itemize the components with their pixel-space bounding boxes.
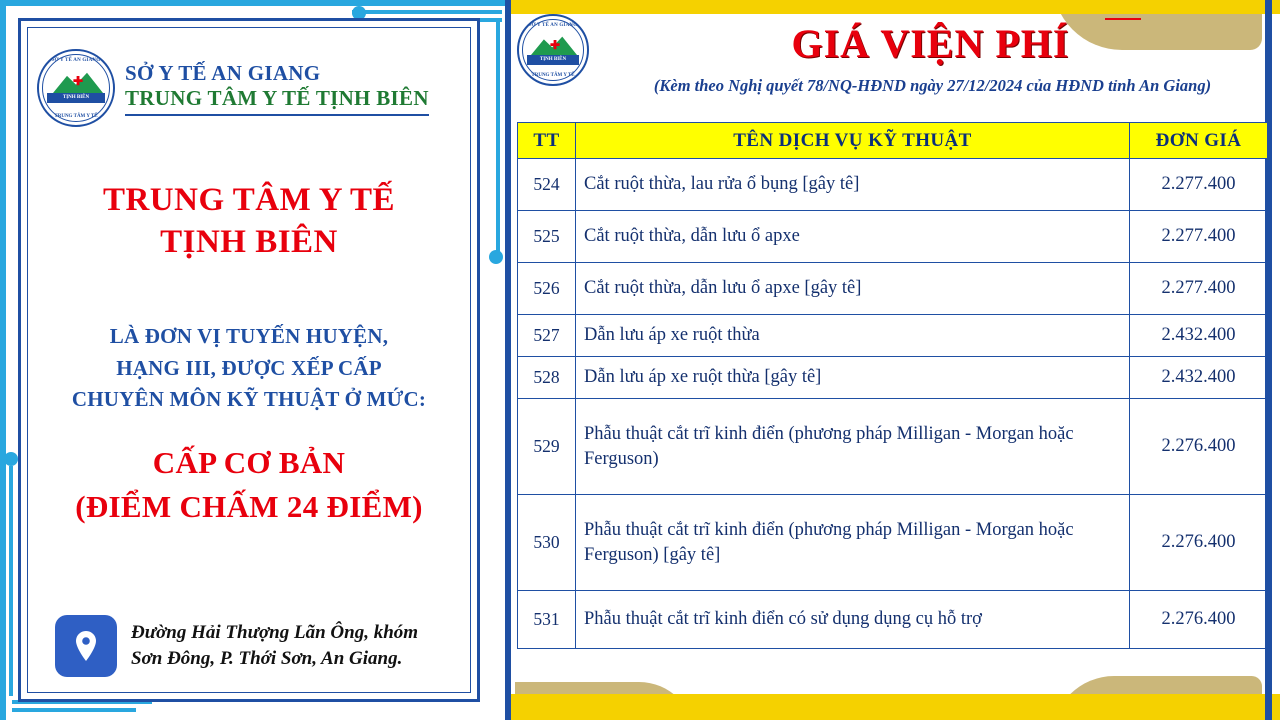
classification-line1: LÀ ĐƠN VỊ TUYẾN HUYỆN, bbox=[109, 324, 389, 348]
left-panel bbox=[0, 0, 505, 720]
row-number: 526 bbox=[518, 263, 576, 315]
left-info-card bbox=[18, 18, 480, 702]
location-pin-icon bbox=[55, 615, 117, 677]
table-row bbox=[518, 263, 1268, 315]
address-text bbox=[131, 620, 418, 671]
table-row bbox=[518, 399, 1268, 495]
row-price: 2.277.400 bbox=[1130, 159, 1268, 211]
row-price: 2.276.400 bbox=[1130, 495, 1268, 591]
row-service-name: Cắt ruột thừa, dẫn lưu ổ apxe [gây tê] bbox=[576, 263, 1130, 315]
row-price: 2.277.400 bbox=[1130, 263, 1268, 315]
row-number: 528 bbox=[518, 357, 576, 399]
table-row bbox=[518, 315, 1268, 357]
decor-stripe-top-1 bbox=[0, 0, 505, 6]
row-number: 530 bbox=[518, 495, 576, 591]
row-number: 524 bbox=[518, 159, 576, 211]
logo-right-cross-icon: ✚ bbox=[549, 38, 561, 52]
table-row bbox=[518, 159, 1268, 211]
row-number: 531 bbox=[518, 591, 576, 649]
table-row bbox=[518, 357, 1268, 399]
level-line1: CẤP CƠ BẢN bbox=[152, 445, 346, 480]
classification-text bbox=[35, 321, 463, 416]
organization-header bbox=[37, 49, 467, 127]
table-row bbox=[518, 211, 1268, 263]
decor-stripe-left-1 bbox=[0, 0, 6, 720]
row-service-name: Dẫn lưu áp xe ruột thừa [gây tê] bbox=[576, 357, 1130, 399]
organization-names bbox=[125, 61, 467, 116]
row-number: 527 bbox=[518, 315, 576, 357]
logo-right-top-text: SỞ Y TẾ AN GIANG bbox=[528, 23, 578, 28]
level-badge-text bbox=[35, 441, 463, 529]
column-header-tt: TT bbox=[518, 123, 576, 159]
logo-right-band-text: TỊNH BIÊN bbox=[527, 55, 579, 65]
table-row bbox=[518, 591, 1268, 649]
decor-band-top bbox=[510, 0, 1280, 14]
row-service-name: Phẫu thuật cắt trĩ kinh điển có sử dụng dụng cụ hỗ trợ bbox=[576, 591, 1130, 649]
address-block bbox=[55, 615, 455, 677]
row-price: 2.432.400 bbox=[1130, 315, 1268, 357]
decor-stripe-right-1 bbox=[496, 22, 500, 252]
document-subtitle: (Kèm theo Nghị quyết 78/NQ-HĐND ngày 27/12/2024 của HĐND tỉnh An Giang) bbox=[653, 76, 1212, 95]
decor-band-left bbox=[505, 0, 511, 720]
page-title bbox=[41, 179, 457, 263]
column-header-price: ĐƠN GIÁ bbox=[1130, 123, 1268, 159]
address-line2: Sơn Đông, P. Thới Sơn, An Giang. bbox=[131, 648, 403, 669]
classification-line3: CHUYÊN MÔN KỸ THUẬT Ở MỨC: bbox=[71, 387, 427, 411]
department-name: SỞ Y TẾ AN GIANG bbox=[125, 60, 321, 85]
row-price: 2.277.400 bbox=[1130, 211, 1268, 263]
decor-dot-right bbox=[489, 250, 503, 264]
row-price: 2.432.400 bbox=[1130, 357, 1268, 399]
decor-stripe-top-2 bbox=[352, 10, 502, 14]
page-title-line2: TỊNH BIÊN bbox=[160, 224, 338, 261]
price-table bbox=[517, 122, 1268, 649]
center-name: TRUNG TÂM Y TẾ TỊNH BIÊN bbox=[125, 86, 429, 116]
row-price: 2.276.400 bbox=[1130, 591, 1268, 649]
row-service-name: Dẫn lưu áp xe ruột thừa bbox=[576, 315, 1130, 357]
logo-bottom-text: TRUNG TÂM Y TẾ bbox=[54, 114, 98, 119]
decor-band-bottom bbox=[510, 694, 1280, 720]
decor-stripe-left-2 bbox=[9, 466, 13, 696]
location-pin-glyph bbox=[75, 631, 97, 661]
logo-top-text: SỞ Y TẾ AN GIANG bbox=[51, 58, 101, 63]
row-service-name: Cắt ruột thừa, dẫn lưu ổ apxe bbox=[576, 211, 1130, 263]
right-panel bbox=[505, 0, 1280, 720]
row-service-name: Phẫu thuật cắt trĩ kinh điển (phương pháp Milligan - Morgan hoặc Ferguson) bbox=[576, 399, 1130, 495]
level-line2: (ĐIỂM CHẤM 24 ĐIỂM) bbox=[75, 489, 423, 525]
logo-right-bottom-text: TRUNG TÂM Y TẾ bbox=[531, 73, 575, 78]
classification-line2: HẠNG III, ĐƯỢC XẾP CẤP bbox=[116, 355, 382, 380]
decor-stripe-bottom-2 bbox=[12, 708, 136, 712]
row-number: 525 bbox=[518, 211, 576, 263]
page-title-line1: TRUNG TÂM Y TẾ bbox=[102, 182, 396, 218]
column-header-service: TÊN DỊCH VỤ KỸ THUẬT bbox=[576, 123, 1130, 159]
health-center-logo-icon bbox=[37, 49, 115, 127]
logo-cross-icon: ✚ bbox=[72, 74, 84, 88]
health-center-logo-icon-right bbox=[517, 14, 589, 86]
logo-band-text: TỊNH BIÊN bbox=[47, 93, 105, 103]
row-service-name: Phẫu thuật cắt trĩ kinh điển (phương pháp Milligan - Morgan hoặc Ferguson) [gây tê] bbox=[576, 495, 1130, 591]
row-number: 529 bbox=[518, 399, 576, 495]
row-service-name: Cắt ruột thừa, lau rửa ổ bụng [gây tê] bbox=[576, 159, 1130, 211]
address-line1: Đường Hải Thượng Lãn Ông, khóm bbox=[131, 622, 419, 644]
table-header-row bbox=[518, 123, 1268, 159]
price-table-body bbox=[518, 159, 1268, 649]
table-row bbox=[518, 495, 1268, 591]
decor-dot-left bbox=[4, 452, 18, 466]
row-price: 2.276.400 bbox=[1130, 399, 1268, 495]
document-title: GIÁ VIỆN PHÍ bbox=[791, 21, 1070, 66]
